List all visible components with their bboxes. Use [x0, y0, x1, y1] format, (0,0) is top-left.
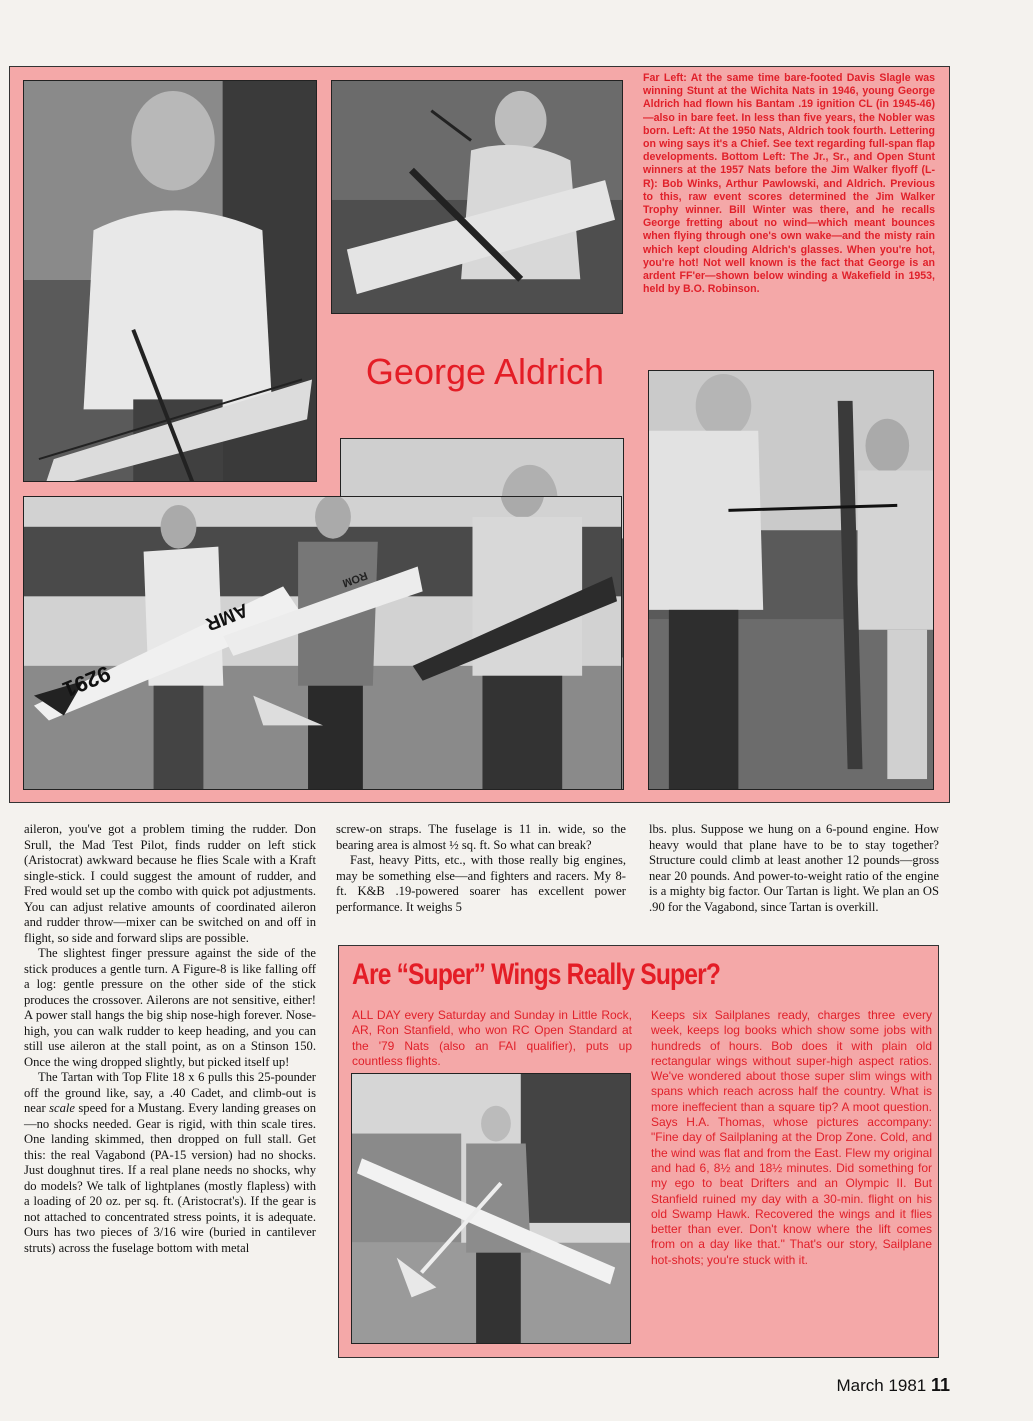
sidebar-title: Are “Super” Wings Really Super?	[352, 958, 721, 991]
photo-sailplane	[351, 1073, 631, 1344]
photo-1950-nats	[331, 80, 623, 314]
col1-paragraph-3	[24, 1070, 316, 1256]
col1-paragraph-1: aileron, you've got a problem timing the rudder. Don Srull, the Mad Test Pilot, finds rudder on left stick (Aristocrat) awkward because he flies Scale with a Kraft single-stick. I could suggest the amount of rudder, and Fred would set up the combo with quick pot adjustments. You can adjust relative amounts of coordinated aileron and rudder throw—mixer can be switched on and off in flight, so side and forward slips are possible.	[24, 822, 316, 945]
issue-date: March 1981	[836, 1376, 927, 1395]
text-column-1	[24, 822, 316, 1256]
text-column-3	[649, 822, 939, 915]
photo-young-aldrich	[23, 80, 317, 482]
col1-paragraph-3-start: The Tartan with Top Flite 18 x 6 pulls this 25-pounder off the ground like, say, a .40 Cadet, and climb-out is near	[24, 1070, 316, 1115]
page-footer	[760, 1375, 950, 1396]
col1-italic-scale: scale	[49, 1101, 75, 1115]
page-number: 11	[930, 1375, 950, 1395]
wing-number-lettering: 9291	[59, 660, 115, 703]
col2-paragraph-1: screw-on straps. The fuselage is 11 in. wide, so the bearing area is almost ½ sq. ft. So what can break?	[336, 822, 626, 852]
col1-paragraph-3-end: speed for a Mustang. Every landing greases on—no shocks needed. Gear is rigid, with thin scale tires. One landing skimmed, then dropped on full stall. Get this: the real Vagabond (PA-15 version) had no shocks. Just doughnut tires. If a real plane needs no shocks, why do models? We talk of lightplanes (mostly flapless) with a loading of 20 oz. per sq. ft. (Aristocrat's). If the gear is not attached to concentrated stress points, it is adequate. Ours has two pieces of 3/16 wire (buried in cantilever struts) across the fuselage bottom with metal	[24, 1101, 316, 1255]
text-column-2	[336, 822, 626, 915]
col3-paragraph-1: lbs. plus. Suppose we hung on a 6-pound engine. How heavy would that plane have to be to stay together? Structure could climb at least another 12 pounds—gross near 20 pounds. And power-to-weight ratio of the engine is a mighty big factor. Our Tartan is light. We plan an OS .90 for the Vagabond, since Tartan is overkill.	[649, 822, 939, 914]
article-headline: George Aldrich	[365, 351, 605, 392]
wing-letters-lettering: AMR	[202, 598, 251, 635]
photo-caption: Far Left: At the same time bare-footed Davis Slagle was winning Stunt at the Wichita Nats in 1946, young George Aldrich had flown his Bantam .19 ignition CL (in 1945-46)—also in bare feet. In less than five years, the Nobler was born. Left: At the 1950 Nats, Aldrich took fourth. Lettering on wing says it's a Chief. See text regarding full-span flap developments. Bottom Left: The Jr., Sr., and Open Stunt winners at the 1957 Nats before the Jim Walker flyoff (L-R): Bob Winks, Arthur Pawlowski, and Aldrich. Previous to this, raw event scores determined the Jim Walker Trophy winner. Bill Winter was there, and he recalls George fretting about no wind—which meant bounces when flying through one's own wake—and the misty rain which kept clouding Aldrich's glasses. When you're hot, you're hot! Not well known is the fact that George is an ardent FF'er—shown below winding a Wakefield in 1953, held by B.O. Robinson.	[643, 72, 935, 296]
photo-1957-nats-winners	[23, 496, 622, 790]
sidebar-right-text: Keeps six Sailplanes ready, charges three every week, keeps log books which show some jobs with hundreds of hours. Bob does it with plain old rectangular wings without super-high aspect ratios. We've wondered about those super slim wings with spans which reach across half the country. What is more ineffecient than a square tip? A moot question. Says H.A. Thomas, whose pictures accompany: "Fine day of Sailplaning at the Drop Zone. Cold, and the wind was flat and from the East. Flew my original and had 6, 8½ and 18½ minutes. Did something for my ego to beat Drifters and an Olympic II. But Stanfield ruined my day with a 30-min. flight on his old Swamp Hawk. Recovered the wings and it flies better than ever. Don't know where the lift comes from on a day like that." That's our story, Sailplane hot-shots; you're stuck with it.	[651, 1008, 932, 1267]
col2-paragraph-2: Fast, heavy Pitts, etc., with those really big engines, may be something else—and fighters and racers. My 8-ft. K&B .19-powered soarer has excellent power performance. It weighs 5	[336, 853, 626, 914]
col1-paragraph-2: The slightest finger pressure against the side of the stick produces a gentle turn. A Figure-8 is like falling off a log: gentle pressure on the other side of the stick produces the crossover. Ailerons are not sensitive, either! A power stall hangs the big ship nose-high forever. Nose-high, you can walk rudder to keep heading, and you can still use aileron at the stall point, as on a Stinson 150. Once the wing dropped slightly, but picked itself up!	[24, 946, 316, 1069]
sidebar-left-text: ALL DAY every Saturday and Sunday in Little Rock, AR, Ron Stanfield, who won RC Open Standard at the '79 Nats (also an FAI qualifier), puts up countless flights.	[352, 1008, 632, 1068]
wing-letters-lettering-2: ROM	[340, 568, 369, 590]
photo-winding-wakefield	[648, 370, 934, 790]
